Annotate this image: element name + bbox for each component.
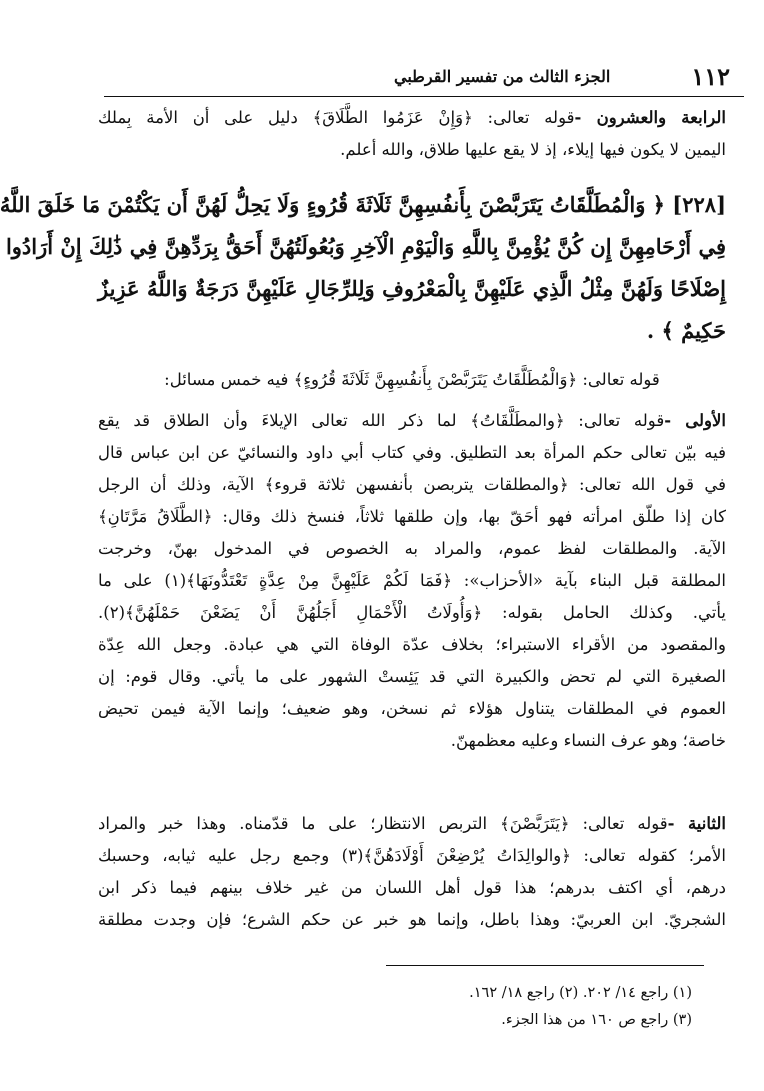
verse-line <box>0 184 726 226</box>
running-title: الجزء الثالث من تفسير القرطبي <box>394 66 611 86</box>
verse-line: إِصْلَاحًا وَلَهُنَّ مِثْلُ الَّذِي عَلَيْهِنَّ بِالْمَعْرُوفِ وَلِلرِّجَالِ عَلَيْهِنَّ دَرَجَةٌ وَاللَّهُ عَزِيزٌ <box>98 276 726 301</box>
issue-heading: الرابعة والعشرون - <box>574 108 726 127</box>
footnote: (١) راجع ١٤/ ٢٠٢. (٢) راجع ١٨/ ١٦٢. <box>469 985 692 1001</box>
issue-heading: الثانية - <box>667 814 726 833</box>
paragraph-line: والمقصود من الأقراء الاستبراء؛ بخلاف عدّة الوفاة التي هي عبادة. وجعل الله عِدّة <box>98 635 726 654</box>
quran-verse-block <box>0 184 726 352</box>
paragraph-line <box>98 808 726 840</box>
paragraph-line: خاصة؛ وهو عرف النساء وعليه معظمهنّ. <box>450 731 726 750</box>
verse-text: ﴿ وَالْمُطَلَّقَاتُ يَتَرَبَّصْنَ بِأَنفُسِهِنَّ ثَلَاثَةَ قُرُوءٍ وَلَا يَحِلُّ لَهُنَّ أَن يَكْتُمْنَ مَا خَلَقَ اللَّهُ <box>0 192 665 217</box>
line-text: قوله تعالى: ﴿وَإِنْ عَزَمُوا الطَّلَاقَ﴾ دليل على أن الأمة بِملك <box>98 108 575 127</box>
paragraph-line: فيه بيّن تعالى حكم المرأة بعد التطليق. وفي كتاب أبي داود والنسائيّ عن ابن عباس قال <box>98 443 726 462</box>
paragraph-line: درهم، أي اكتف بدرهم؛ هذا قول أهل اللسان من غير خلاف بينهم فيما ذكر ابن <box>98 878 726 897</box>
footnote-separator <box>386 965 704 966</box>
issue-1 <box>98 405 726 757</box>
verse-line: حَكِيمٌ ﴾ . <box>646 318 726 343</box>
paragraph-line <box>98 134 726 166</box>
page-number: ١١٢ <box>691 61 730 91</box>
issue-heading: الأولى - <box>664 411 726 430</box>
verse-line: فِي أَرْحَامِهِنَّ إِن كُنَّ يُؤْمِنَّ بِاللَّهِ وَالْيَوْمِ الْآخِرِ وَبُعُولَتُهُنَّ أَحَقُّ بِرَدِّهِنَّ فِي ذَٰلِكَ إِنْ أَرَادُوا <box>5 234 726 259</box>
paragraph-line: الأمر؛ كقوله تعالى: ﴿والوالِدَاتُ يُرْضِعْنَ أَوْلَادَهُنَّ﴾(٣) وجمع رجل عليه ثيابه، وحسبك <box>98 846 726 865</box>
paragraph-line: الآية. والمطلقات لفظ عموم، والمراد به الخصوص في المدخول بهنّ، وخرجت <box>98 539 726 558</box>
paragraph-line <box>98 405 726 437</box>
paragraph-line: الصغيرة التي لم تحض والكبيرة التي قد يَئِستْ الشهور على ما يأتي. وقال قوم: إن <box>98 667 726 686</box>
section-24 <box>98 102 726 166</box>
paragraph-line: في قول الله تعالى: ﴿والمطلقات يتربصن بأنفسهن ثلاثة قروء﴾ الآية، وذلك أن الرجل <box>98 475 726 494</box>
paragraph-line: العموم في المطلقات يتناول هؤلاء ثم نسخن، وهو ضعيف؛ وإنما الآية فيمن تحيض <box>98 699 726 718</box>
intro <box>98 364 726 396</box>
paragraph-line: كان إذا طلّق امرأته فهو أحَقّ بها، وإن طلقها ثلاثاً، فنسخ ذلك وقال: ﴿الطَّلَاقُ مَرَّتَانِ﴾ <box>98 507 726 526</box>
line-text: قوله تعالى: ﴿والمطَلَّقَاتُ﴾ لما ذكر الله تعالى الإيلاءَ وأن الطلاق قد يقع <box>98 411 665 430</box>
issue-2 <box>98 808 726 936</box>
verse-number: [٢٢٨] <box>672 192 726 217</box>
paragraph-line: يأتي. وكذلك الحامل بقوله: ﴿وَأُولَاتُ الْأَحْمَالِ أَجَلُهُنَّ أَنْ يَضَعْنَ حَمْلَهُنَّ﴾(٢). <box>98 603 726 622</box>
footnote: (٣) راجع ص ١٦٠ من هذا الجزء. <box>501 1012 692 1028</box>
paragraph-line: المطلقة قبل البناء بآية «الأحزاب»: ﴿فَمَا لَكُمْ عَلَيْهِنَّ مِنْ عِدَّةٍ تَعْتَدُّونَهَا﴾(١) على ما <box>98 571 726 590</box>
paragraph-line <box>98 102 726 134</box>
page-header <box>104 56 744 97</box>
intro-line: قوله تعالى: ﴿وَالْمُطَلَّقَاتُ يَتَرَبَّصْنَ بِأَنفُسِهِنَّ ثَلَاثَةَ قُرُوءٍ﴾ فيه خمس مسائل: <box>164 370 660 389</box>
footnotes <box>272 980 692 1034</box>
line-text: اليمين لا يكون فيها إيلاء، إذ لا يقع عليها طلاق، والله أعلم. <box>340 140 726 159</box>
paragraph-line: الشجريّ. ابن العربيّ: وهذا باطل، وإنما هو خبر عن حكم الشرع؛ فإن وجدت مطلقة <box>98 910 726 929</box>
line-text: قوله تعالى: ﴿يَتَرَبَّصْنَ﴾ التربص الانتظار؛ على ما قدّمناه. وهذا خبر والمراد <box>98 814 668 833</box>
